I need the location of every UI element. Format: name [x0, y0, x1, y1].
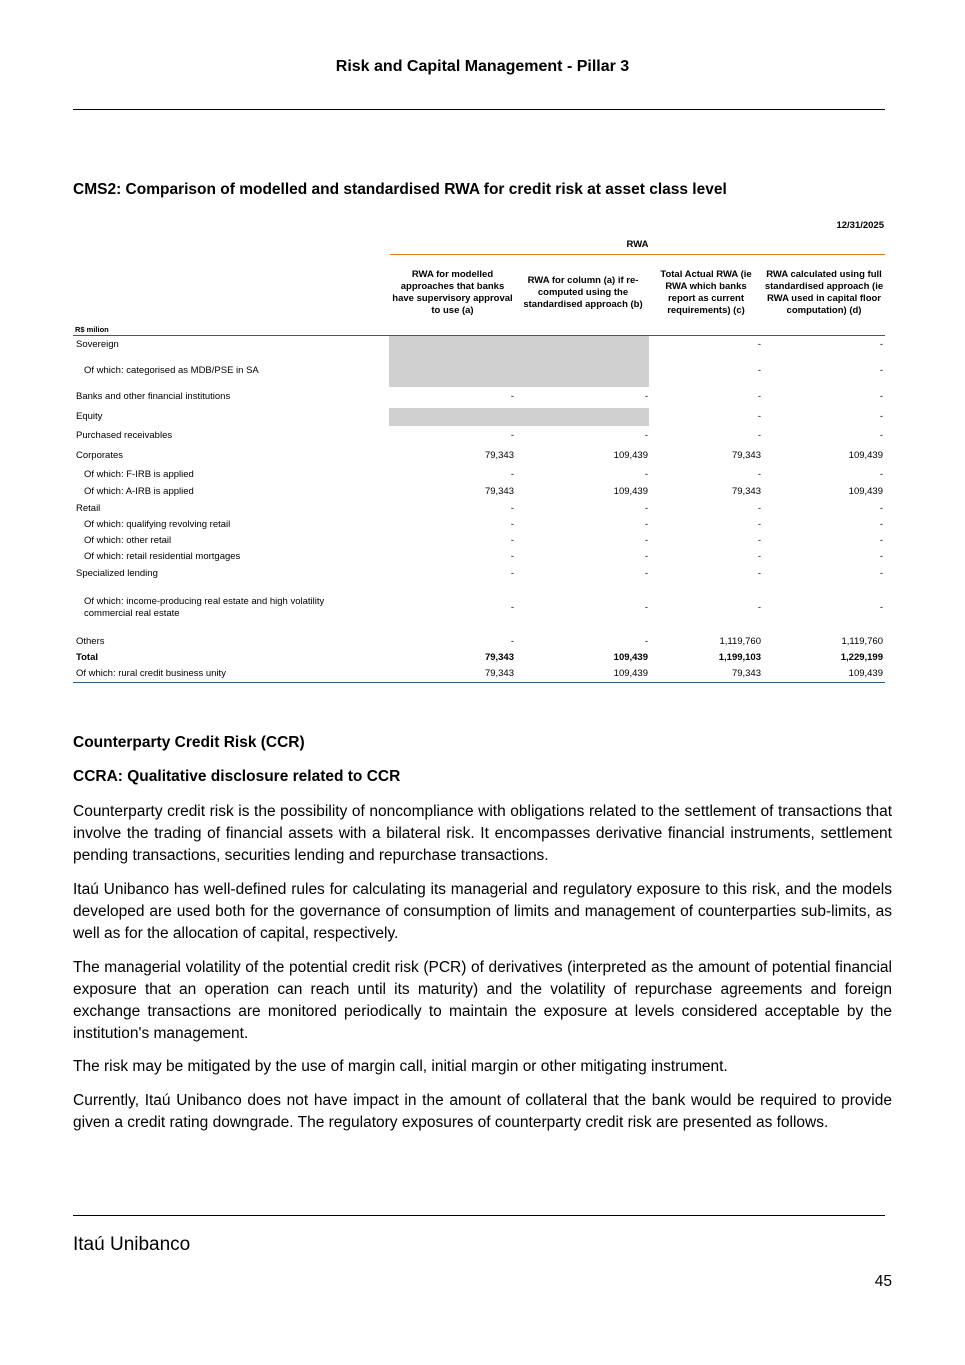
table-title: CMS2: Comparison of modelled and standardised RWA for credit risk at asset class level	[73, 181, 727, 198]
column-header-b: RWA for column (a) if re-computed using the standardised approach (b)	[523, 275, 643, 310]
column-header-c: Total Actual RWA (ie RWA which banks report as current requirements) (c)	[660, 269, 752, 316]
cell-b: 109,439	[613, 450, 648, 461]
cell-d: 109,439	[848, 450, 883, 461]
cell-d: -	[879, 519, 883, 530]
cell-d: -	[879, 469, 883, 480]
cell-b: 109,439	[613, 486, 648, 497]
row-label: Of which: rural credit business unity	[76, 668, 226, 679]
cell-b: -	[644, 469, 648, 480]
cell-a: -	[510, 551, 514, 562]
row-label: Others	[76, 636, 105, 647]
row-label: Retail	[76, 503, 101, 514]
cell-d: -	[879, 503, 883, 514]
cell-a: 79,343	[484, 668, 514, 679]
header-rule	[73, 109, 885, 110]
paragraph: The managerial volatility of the potential credit risk (PCR) of derivatives (interpreted as the amount of potential financial exposure that an operation can reach until its maturity) and the volatility of repurchase agreements and foreign exchange transactions are monitored periodically to maintain the exposure at levels considered acceptable by the institution's management.	[73, 959, 892, 1042]
cell-d: 1,119,760	[841, 636, 883, 647]
column-header-d: RWA calculated using full standardised approach (ie RWA used in capital floor computation) (d)	[764, 269, 884, 316]
row-label: Corporates	[76, 450, 123, 461]
section-heading: Counterparty Credit Risk (CCR)	[73, 734, 305, 751]
cell-a: -	[510, 535, 514, 546]
row-label: Equity	[76, 411, 103, 422]
cell-d: -	[879, 602, 883, 613]
cell-c: -	[757, 411, 761, 422]
row-label: Total	[76, 652, 98, 663]
cell-a: 79,343	[484, 652, 514, 663]
cell-c: -	[757, 365, 761, 376]
cell-a: -	[510, 430, 514, 441]
cell-d: -	[879, 391, 883, 402]
cell-c: 79,343	[731, 668, 761, 679]
table-date: 12/31/2025	[836, 220, 884, 231]
cell-d: 1,229,199	[840, 652, 883, 663]
page-header-title: Risk and Capital Management - Pillar 3	[335, 58, 630, 75]
paragraph: Counterparty credit risk is the possibility of noncompliance with obligations related to the settlement of transactions that involve the trading of financial assets with a bilateral risk. It encompasses derivative financial instruments, settlement pending transactions, securities lending and repurchase transactions.	[73, 803, 892, 864]
cell-c: -	[757, 551, 761, 562]
cell-a: -	[510, 469, 514, 480]
cell-d: 109,439	[848, 668, 883, 679]
row-label: Of which: A-IRB is applied	[84, 486, 194, 497]
table-bottom-rule	[73, 682, 885, 683]
rwa-group-label: RWA	[626, 239, 649, 250]
cell-b: -	[644, 602, 648, 613]
cell-d: -	[879, 411, 883, 422]
column-header-a: RWA for modelled approaches that banks have supervisory approval to use (a)	[392, 269, 513, 316]
cell-c: 79,343	[731, 486, 761, 497]
row-label-line-1: Of which: income-producing real estate and high volatility	[84, 596, 325, 607]
cell-d: -	[879, 339, 883, 350]
cell-b: 109,439	[613, 652, 648, 663]
cell-c: -	[757, 469, 761, 480]
cell-a: 79,343	[484, 486, 514, 497]
cell-b: -	[644, 503, 648, 514]
cell-c: -	[757, 339, 761, 350]
cell-d: -	[879, 535, 883, 546]
row-label: Sovereign	[76, 339, 119, 350]
not-applicable-shading	[389, 336, 649, 387]
row-label: Of which: categorised as MDB/PSE in SA	[84, 365, 259, 376]
cell-a: -	[510, 391, 514, 402]
row-label: Of which: F-IRB is applied	[84, 469, 194, 480]
cell-b: -	[644, 535, 648, 546]
cell-d: -	[879, 551, 883, 562]
row-label: Of which: retail residential mortgages	[84, 551, 241, 562]
row-label: Banks and other financial institutions	[76, 391, 231, 402]
cell-d: -	[879, 365, 883, 376]
unit-label: R$ milion	[75, 325, 109, 334]
section-subheading: CCRA: Qualitative disclosure related to CCR	[73, 768, 401, 785]
cell-c: -	[757, 503, 761, 514]
cell-c: -	[757, 391, 761, 402]
cell-a: -	[510, 568, 514, 579]
cell-c: -	[757, 430, 761, 441]
cell-d: -	[879, 430, 883, 441]
page-number: 45	[874, 1273, 892, 1290]
cell-a: -	[510, 503, 514, 514]
cell-c: 1,199,103	[718, 652, 761, 663]
cell-b: 109,439	[613, 668, 648, 679]
cell-c: -	[757, 602, 761, 613]
cell-b: -	[644, 430, 648, 441]
row-label: Purchased receivables	[76, 430, 173, 441]
cell-b: -	[644, 519, 648, 530]
row-label-line-2: commercial real estate	[84, 608, 180, 619]
cell-c: 79,343	[731, 450, 761, 461]
cell-a: -	[510, 519, 514, 530]
rwa-group-rule	[390, 254, 885, 255]
paragraph: Currently, Itaú Unibanco does not have impact in the amount of collateral that the bank would be required to provide given a credit rating downgrade. The regulatory exposures of counterparty credit risk are presented as follows.	[73, 1092, 892, 1131]
row-label: Specialized lending	[76, 568, 158, 579]
cell-c: -	[757, 568, 761, 579]
paragraph: The risk may be mitigated by the use of margin call, initial margin or other mitigating instrument.	[73, 1058, 728, 1075]
not-applicable-shading	[389, 408, 649, 426]
cell-b: -	[644, 551, 648, 562]
cell-a: -	[510, 636, 514, 647]
paragraph: Itaú Unibanco has well-defined rules for calculating its managerial and regulatory exposure to this risk, and the models developed are used both for the governance of consumption of limits and management of counterparties sub-limits, as well as for the allocation of capital, respectively.	[73, 881, 892, 942]
cell-b: -	[644, 636, 648, 647]
cell-c: 1,119,760	[719, 636, 761, 647]
cell-d: -	[879, 568, 883, 579]
footer-rule	[73, 1215, 885, 1216]
cell-a: -	[510, 602, 514, 613]
cell-b: -	[644, 568, 648, 579]
cell-b: -	[644, 391, 648, 402]
cell-c: -	[757, 519, 761, 530]
cell-d: 109,439	[848, 486, 883, 497]
cell-c: -	[757, 535, 761, 546]
cell-a: 79,343	[484, 450, 514, 461]
footer-brand: Itaú Unibanco	[73, 1234, 191, 1255]
row-label: Of which: qualifying revolving retail	[84, 519, 231, 530]
row-label: Of which: other retail	[84, 535, 172, 546]
